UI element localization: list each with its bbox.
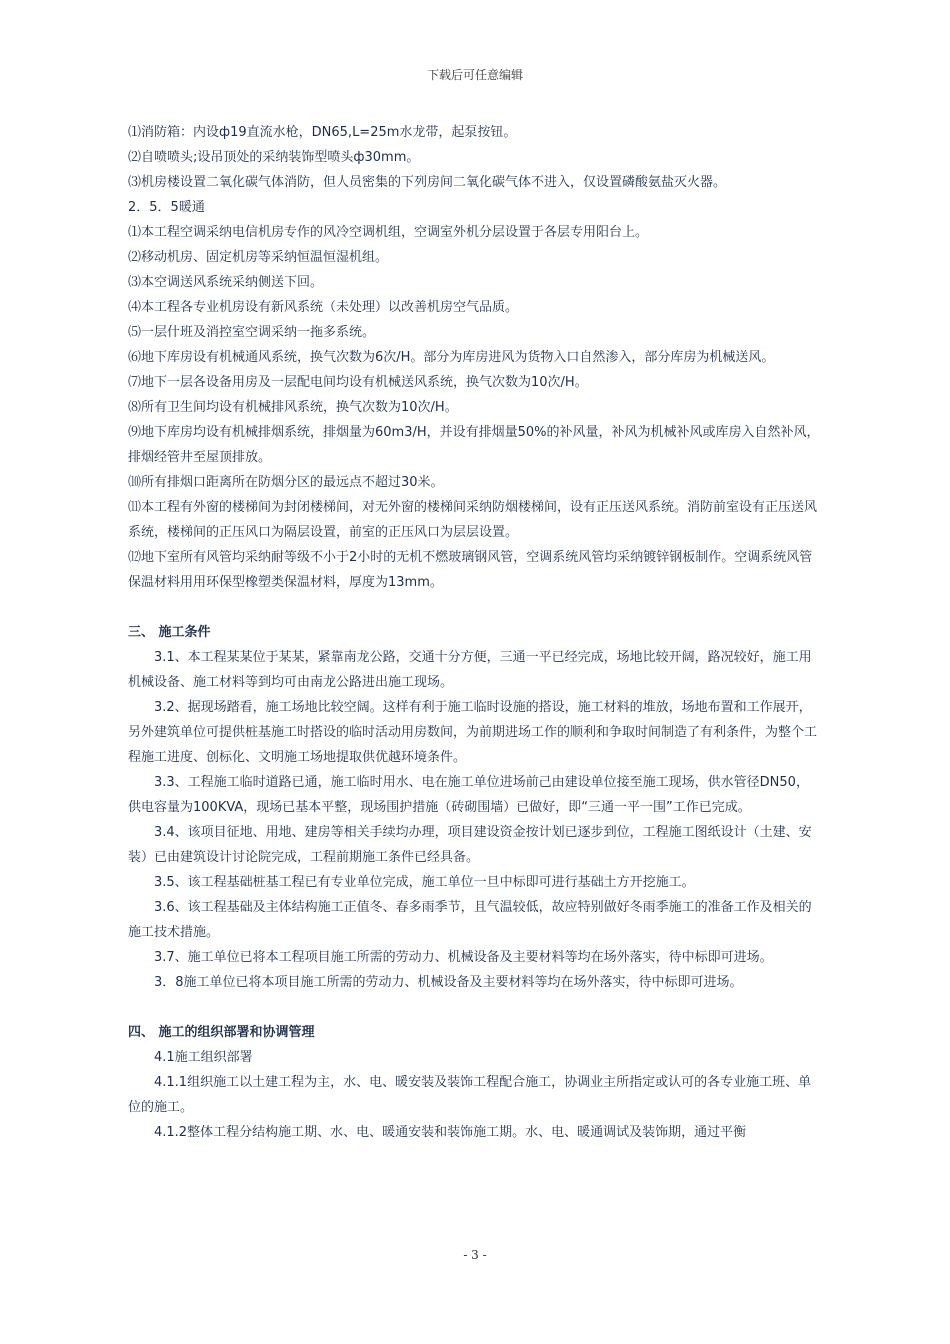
hvac-item-3: ⑶本空调送风系统采纳侧送下回。 [128, 275, 324, 290]
hvac-item-9: ⑼地下库房均设有机械排烟系统，排烟量为60m3/H，并设有排烟量50%的补风量，补风为机械补风或库房入自然补风，排烟经管井至屋顶排放。 [128, 425, 820, 465]
hvac-subheading: 2．5．5暖通 [128, 200, 205, 215]
hvac-item-1: ⑴本工程空调采纳电信机房专作的风冷空调机组，空调室外机分层设置于各层专用阳台上。 [128, 225, 649, 240]
spacer [128, 595, 820, 620]
hvac-item-8: ⑻所有卫生间均设有机械排风系统，换气次数为10次/H。 [128, 400, 458, 415]
condition-item-1: 3.1、本工程某某位于某某，紧靠南龙公路，交通十分方便，三通一平已经完成，场地比较开阔，路况较好，施工用机械设备、施工材料等到均可由南龙公路进出施工现场。 [128, 650, 812, 690]
condition-item-5: 3.5、该工程基础桩基工程已有专业单位完成，施工单位一旦中标即可进行基础土方开挖施工。 [154, 875, 695, 890]
deployment-item-1: 4.1.1组织施工以土建工程为主，水、电、暖安装及装饰工程配合施工，协调业主所指定或认可的各专业施工班、单位的施工。 [128, 1075, 812, 1115]
hvac-item-10: ⑽所有排烟口距离所在防烟分区的最远点不超过30米。 [128, 475, 444, 490]
hvac-item-12: ⑿地下室所有风管均采纳耐等级不小于2小时的无机不燃玻璃钢风管，空调系统风管均采纳镀锌钢板制作。空调系统风管保温材料用用环保型橡塑类保温材料，厚度为13mm。 [128, 550, 813, 590]
condition-item-7: 3.7、施工单位已将本工程项目施工所需的劳动力、机械设备及主要材料等均在场外落实，待中标即可进场。 [154, 950, 773, 965]
condition-item-4: 3.4、该项目征地、用地、建房等相关手续均办理，项目建设资金按计划已逐步到位，工程施工图纸设计（土建、安装）已由建筑设计讨论院完成，工程前期施工条件已经具备。 [128, 825, 812, 865]
spacer [128, 995, 820, 1020]
fire-item-1: ⑴消防箱：内设ф19直流水枪，DN65,L=25m水龙带，起泵按钮。 [128, 125, 517, 140]
condition-item-3: 3.3、工程施工临时道路已通，施工临时用水、电在施工单位进场前己由建设单位接至施工现场，供水管径DN50，供电容量为100KVA，现场已基本平整，现场围护措施（砖砌围墙）已做好，即“三通一平一围”工作已完成。 [128, 775, 809, 815]
hvac-item-4: ⑷本工程各专业机房设有新风系统（未处理）以改善机房空气品质。 [128, 300, 519, 315]
hvac-item-6: ⑹地下库房设有机械通风系统，换气次数为6次/H。部分为库房进风为货物入口自然渗入，部分库房为机械送风。 [128, 350, 775, 365]
fire-item-3: ⑶机房楼设置二氧化碳气体消防，但人员密集的下列房间二氧化碳气体不进入，仅设置磷酸氨盐灭火器。 [128, 175, 727, 190]
fire-item-2: ⑵自喷喷头;设吊顶处的采纳装饰型喷头ф30mm。 [128, 150, 420, 165]
hvac-item-7: ⑺地下一层各设备用房及一层配电间均设有机械送风系统，换气次数为10次/H。 [128, 375, 588, 390]
condition-item-2: 3.2、据现场踏看，施工场地比较空阔。这样有利于施工临时设施的搭设，施工材料的堆放，场地布置和工作展开，另外建筑单位可提供桩基施工时搭设的临时活动用房数间，为前期进场工作的顺利和争取时间制造了有利条件，为整个工程施工进度、创标化、文明施工场地提取供优越环境条件。 [128, 700, 818, 765]
deployment-item-2: 4.1.2整体工程分结构施工期、水、电、暖通安装和装饰施工期。水、电、暖通调试及装饰期，通过平衡 [154, 1125, 747, 1140]
hvac-item-2: ⑵移动机房、固定机房等采纳恒温恒湿机组。 [128, 250, 389, 265]
condition-item-6: 3.6、该工程基础及主体结构施工正值冬、春多雨季节，且气温较低，故应特别做好冬雨季施工的准备工作及相关的施工技术措施。 [128, 900, 812, 940]
document-body [128, 120, 820, 1145]
section-3-heading: 三、 施工条件 [128, 625, 211, 640]
page-header: 下载后可任意编辑 [426, 68, 523, 82]
condition-item-8: 3．8施工单位已将本项目施工所需的劳动力、机械设备及主要材料等均在场外落实，待中标即可进场。 [154, 975, 743, 990]
section-4-1-heading: 4.1施工组织部署 [154, 1050, 253, 1065]
section-4-heading: 四、 施工的组织部署和协调管理 [128, 1025, 315, 1040]
page-number: - 3 - [463, 1248, 487, 1262]
hvac-item-5: ⑸一层什班及消控室空调采纳一拖多系统。 [128, 325, 376, 340]
hvac-item-11: ⑾本工程有外窗的楼梯间为封闭楼梯间，对无外窗的楼梯间采纳防烟楼梯间，设有正压送风系统。消防前室设有正压送风系统，楼梯间的正压风口为隔层设置，前室的正压风口为层层设置。 [128, 500, 818, 540]
